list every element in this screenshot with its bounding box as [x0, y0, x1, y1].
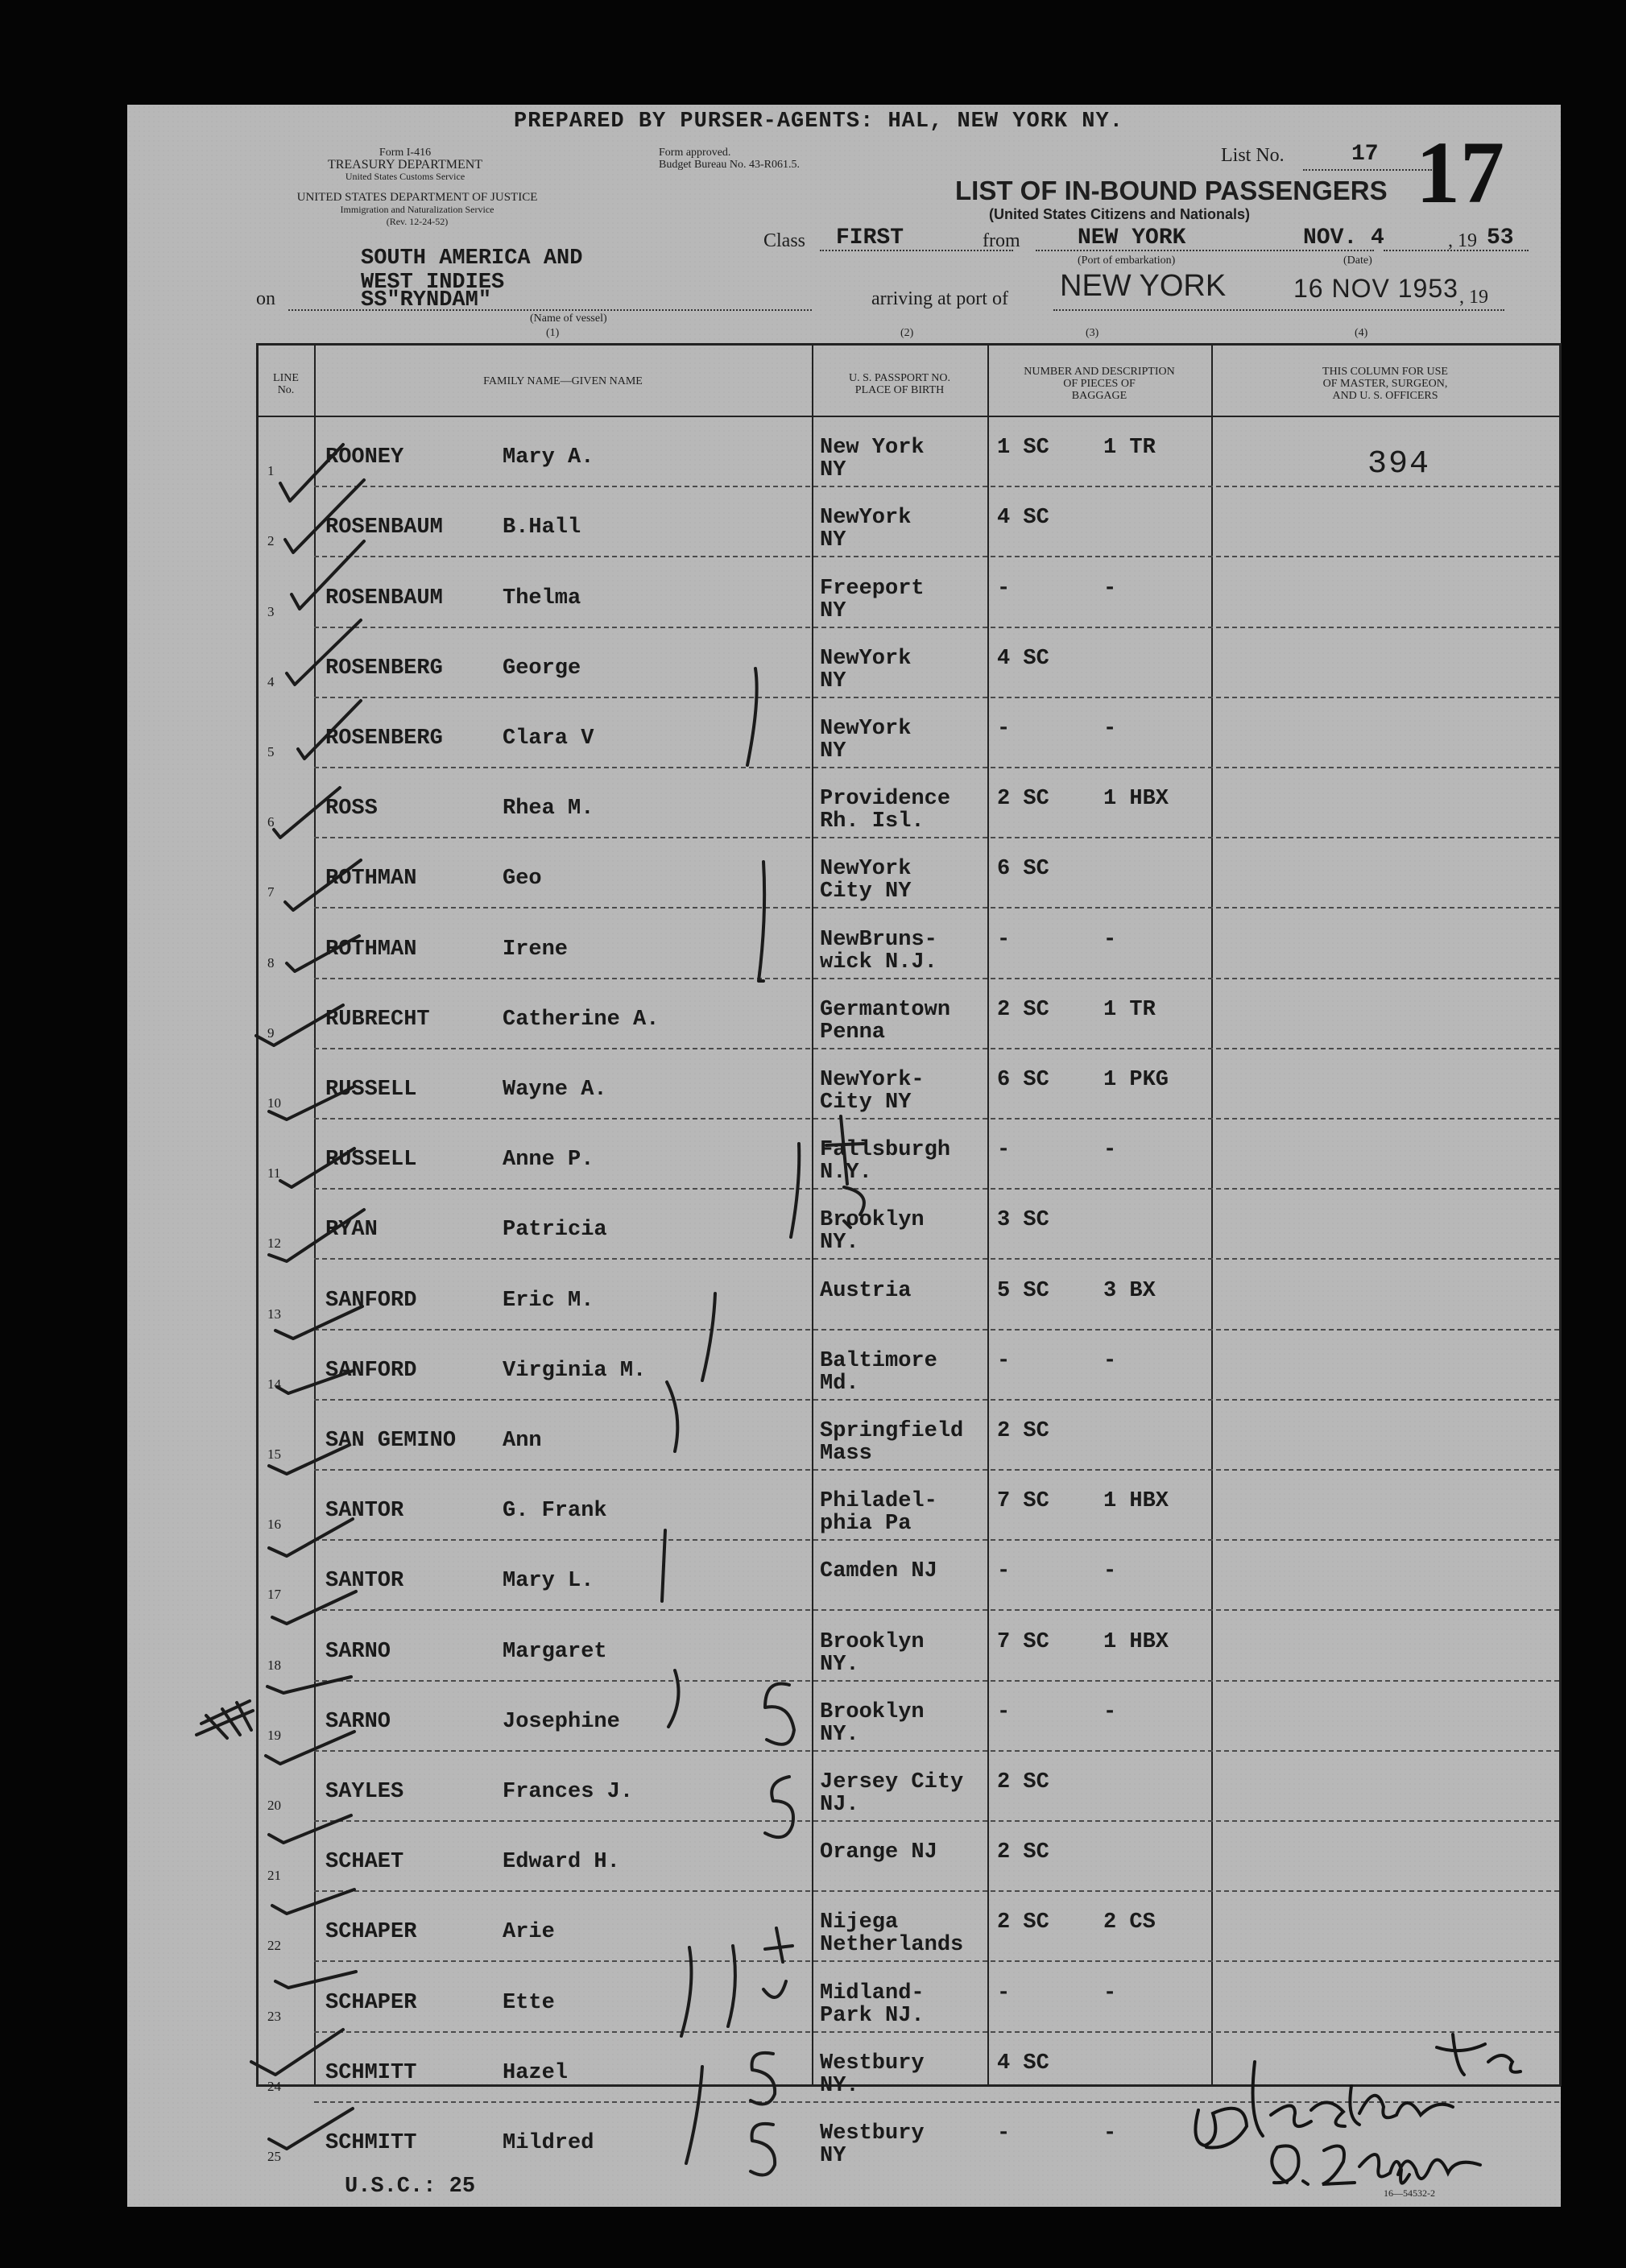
arrival-year-suffix: , 19: [1459, 287, 1488, 308]
check-mark: [280, 1148, 354, 1187]
line-number: 5: [267, 743, 275, 759]
check-mark: [280, 445, 343, 501]
family-name: ROONEY: [325, 445, 404, 470]
arrival-date-stamp: 16 NOV 1953: [1293, 274, 1458, 303]
birth-place-line1: NewYork: [820, 506, 912, 531]
list-no-typed: 17: [1351, 142, 1379, 167]
family-name: SARNO: [325, 1709, 391, 1734]
birth-place-line1: Freeport: [820, 576, 925, 601]
line-number: 14: [267, 1376, 281, 1392]
baggage-other: 1 TR: [1103, 997, 1156, 1022]
birth-place-line1: Philadel-: [820, 1489, 937, 1514]
baggage-other: -: [1103, 1699, 1117, 1724]
birth-place-line1: Westbury: [820, 2051, 925, 2076]
tally-mark: [681, 1947, 691, 2036]
tally-mark: [844, 1187, 864, 1227]
arriving-label: arriving at port of: [871, 288, 1008, 309]
baggage-other: -: [1103, 2121, 1117, 2146]
family-name: ROSENBAUM: [325, 515, 443, 540]
check-mark: [269, 1519, 353, 1556]
check-mark: [269, 1815, 351, 1843]
check-mark: [298, 701, 361, 759]
form-number: Form I-416: [379, 147, 432, 159]
line-number: 8: [267, 954, 275, 971]
given-name: Ette: [503, 1990, 555, 2015]
given-name: Frances J.: [503, 1779, 634, 1804]
check-mark: [269, 1210, 364, 1261]
form-approved: Form approved.: [659, 147, 731, 159]
check-mark: [287, 936, 359, 971]
header-officers-2: OF MASTER, SURGEON,: [1322, 378, 1448, 390]
given-name: Virginia M.: [503, 1358, 647, 1383]
check-mark: [251, 2030, 343, 2075]
scribble-mark: [197, 1701, 253, 1738]
family-name: SARNO: [325, 1639, 391, 1664]
usc-total: U.S.C.: 25: [345, 2175, 476, 2199]
tally-mark: [765, 1684, 794, 1744]
family-name: ROTHMAN: [325, 937, 417, 962]
line-number: 11: [267, 1165, 281, 1182]
header-line-text: LINE: [273, 372, 299, 384]
baggage-count: 6 SC: [997, 1067, 1049, 1092]
tally-mark: [751, 2124, 775, 2175]
birth-place-line1: Germantown: [820, 997, 951, 1022]
birth-place-line1: Camden NJ: [820, 1559, 937, 1584]
baggage-count: 7 SC: [997, 1489, 1049, 1514]
birth-place-line1: Midland-: [820, 1980, 925, 2005]
baggage-count: 6 SC: [997, 857, 1049, 882]
baggage-count: 7 SC: [997, 1629, 1049, 1654]
header-place-of-birth: PLACE OF BIRTH: [854, 384, 945, 396]
class-label: Class: [763, 230, 806, 251]
check-mark: [287, 620, 361, 685]
baggage-other: 3 BX: [1103, 1278, 1156, 1303]
family-name: SCHMITT: [325, 2130, 417, 2155]
line-number: 21: [267, 1868, 281, 1884]
baggage-other: 1 HBX: [1103, 1489, 1169, 1514]
prepared-by-line: PREPARED BY PURSER-AGENTS: HAL, NEW YORK NY.: [514, 110, 1123, 134]
given-name: Hazel: [503, 2060, 569, 2085]
line-number: 6: [267, 814, 275, 830]
birth-place-line2: NY: [820, 739, 846, 764]
tally-mark: [728, 1946, 735, 2026]
birth-place-line2: NY: [820, 528, 846, 553]
baggage-count: 2 SC: [997, 1840, 1049, 1865]
check-mark: [267, 1677, 351, 1693]
baggage-count: 4 SC: [997, 506, 1049, 531]
line-number: 4: [267, 673, 275, 689]
family-name: SANFORD: [325, 1358, 417, 1383]
birth-place-line1: NewYork-: [820, 1067, 925, 1092]
given-name: Anne P.: [503, 1148, 594, 1173]
check-mark: [274, 788, 340, 838]
birth-place-line1: Orange NJ: [820, 1840, 937, 1865]
birth-place-line2: Mass: [820, 1441, 872, 1466]
header-officers-3: AND U. S. OFFICERS: [1332, 390, 1438, 402]
baggage-count: -: [997, 2121, 1011, 2146]
vessel-route-2: WEST INDIES: [361, 271, 505, 295]
header-family-name: FAMILY NAME—GIVEN NAME: [483, 375, 643, 387]
tally-mark: [759, 862, 764, 981]
baggage-count: 5 SC: [997, 1278, 1049, 1303]
baggage-count: 2 SC: [997, 1769, 1049, 1794]
check-mark: [272, 1889, 354, 1914]
given-name: Ann: [503, 1428, 542, 1453]
birth-place-line1: Brooklyn: [820, 1699, 925, 1724]
officer-count-number: 394: [1367, 446, 1431, 482]
manifest-sheet: [127, 105, 1561, 2207]
birth-place-line2: NY: [820, 668, 846, 693]
birth-place-line2: NY: [820, 598, 846, 623]
embarkation-port: NEW YORK: [1078, 226, 1186, 250]
birth-place-line1: NewYork: [820, 716, 912, 741]
baggage-other: 1 TR: [1103, 436, 1156, 461]
given-name: Eric M.: [503, 1288, 594, 1313]
family-name: RUSSELL: [325, 1148, 417, 1173]
family-name: SANTOR: [325, 1569, 404, 1594]
line-number: 12: [267, 1235, 281, 1252]
year-value: 53: [1487, 226, 1514, 250]
given-name: Mildred: [503, 2130, 594, 2155]
given-name: B.Hall: [503, 515, 581, 540]
line-number: 25: [267, 2148, 281, 2164]
ins-label: Immigration and Naturalization Service: [340, 204, 494, 215]
baggage-count: 2 SC: [997, 1418, 1049, 1443]
given-name: Arie: [503, 1920, 555, 1945]
given-name: Thelma: [503, 586, 581, 610]
port-caption: (Port of embarkation): [1078, 255, 1176, 267]
baggage-other: -: [1103, 1559, 1117, 1584]
tally-mark: [747, 668, 757, 765]
baggage-other: -: [1103, 576, 1117, 601]
birth-place-line1: Nijega: [820, 1910, 899, 1935]
line-number: 17: [267, 1587, 281, 1603]
tally-mark: [702, 1293, 715, 1380]
family-name: SAN GEMINO: [325, 1428, 457, 1453]
header-baggage-2: OF PIECES OF: [1063, 378, 1136, 390]
birth-place-line2: NY.: [820, 1231, 859, 1256]
birth-place-line2: wick N.J.: [820, 950, 937, 975]
tally-mark: [662, 1530, 665, 1601]
tally-mark: [763, 1981, 786, 1997]
col-num-1: (1): [546, 327, 560, 339]
baggage-other: -: [1103, 927, 1117, 952]
list-no-label: List No.: [1221, 145, 1285, 166]
baggage-count: 4 SC: [997, 2051, 1049, 2076]
given-name: Rhea M.: [503, 797, 594, 822]
baggage-count: -: [997, 1980, 1011, 2005]
given-name: Mary A.: [503, 445, 594, 470]
line-number: 9: [267, 1024, 275, 1041]
family-name: RYAN: [325, 1218, 378, 1243]
birth-place-line2: Park NJ.: [820, 2003, 925, 2028]
line-number: 23: [267, 2008, 281, 2024]
given-name: Margaret: [503, 1639, 607, 1664]
birth-place-line2: NJ.: [820, 1792, 859, 1817]
birth-place-line2: Netherlands: [820, 1933, 964, 1958]
birth-place-line2: NY.: [820, 1652, 859, 1677]
form-print-code: 16—54532-2: [1384, 2187, 1435, 2199]
baggage-other: -: [1103, 1980, 1117, 2005]
birth-place-line1: Westbury: [820, 2121, 925, 2146]
check-mark: [285, 860, 361, 910]
header-passport-no: U. S. PASSPORT NO.: [849, 372, 950, 384]
year-prefix: , 19: [1448, 230, 1477, 251]
vessel-name: SS"RYNDAM": [361, 288, 492, 312]
arrival-port: NEW YORK: [1060, 269, 1227, 303]
handwritten-marks: [127, 105, 1561, 2207]
birth-place-line1: Fallsburgh: [820, 1138, 951, 1163]
given-name: George: [503, 656, 581, 681]
birth-place-line1: Austria: [820, 1278, 912, 1303]
birth-place-line2: Md.: [820, 1371, 859, 1396]
family-name: SANFORD: [325, 1288, 417, 1313]
birth-place-line1: Brooklyn: [820, 1629, 925, 1654]
birth-place-line2: NY: [820, 458, 846, 483]
tally-mark: [826, 1116, 863, 1184]
birth-place-line2: Rh. Isl.: [820, 809, 925, 834]
form-title: LIST OF IN-BOUND PASSENGERS: [955, 176, 1388, 205]
line-number: 10: [267, 1095, 281, 1111]
check-mark: [256, 1005, 343, 1045]
header-officers-1: THIS COLUMN FOR USE: [1322, 366, 1448, 378]
given-name: Josephine: [503, 1709, 620, 1734]
line-number: 18: [267, 1657, 281, 1673]
baggage-count: -: [997, 716, 1011, 741]
tally-mark: [668, 1670, 679, 1727]
from-label: from: [983, 230, 1020, 251]
family-name: SAYLES: [325, 1779, 404, 1804]
check-mark: [272, 1591, 356, 1624]
given-name: G. Frank: [503, 1499, 607, 1524]
line-number: 15: [267, 1446, 281, 1462]
list-no-stamp: 17: [1416, 123, 1504, 221]
family-name: ROTHMAN: [325, 867, 417, 892]
given-name: Mary L.: [503, 1569, 594, 1594]
header-no-text: No.: [277, 384, 295, 396]
baggage-count: 2 SC: [997, 787, 1049, 812]
birth-place-line1: Baltimore: [820, 1348, 937, 1373]
baggage-count: -: [997, 1559, 1011, 1584]
given-name: Geo: [503, 867, 542, 892]
given-name: Patricia: [503, 1218, 607, 1243]
baggage-other: -: [1103, 716, 1117, 741]
family-name: ROSENBERG: [325, 726, 443, 751]
budget-bureau: Budget Bureau No. 43-R061.5.: [659, 159, 800, 171]
family-name: ROSS: [325, 797, 378, 822]
family-name: SCHAET: [325, 1850, 404, 1875]
vessel-caption: (Name of vessel): [530, 312, 607, 325]
vessel-route-1: SOUTH AMERICA AND: [361, 246, 583, 271]
birth-place-line2: N.Y.: [820, 1161, 872, 1186]
line-number: 2: [267, 533, 275, 549]
birth-place-line2: City NY: [820, 879, 912, 904]
birth-place-line1: Springfield: [820, 1418, 964, 1443]
baggage-count: -: [997, 1348, 1011, 1373]
baggage-other: -: [1103, 1348, 1117, 1373]
baggage-count: -: [997, 1138, 1011, 1163]
check-mark: [269, 1087, 353, 1120]
col-num-4: (4): [1355, 327, 1368, 339]
class-value: FIRST: [836, 226, 904, 250]
baggage-other: 1 PKG: [1103, 1067, 1169, 1092]
check-mark: [275, 1972, 356, 1988]
given-name: Clara V: [503, 726, 594, 751]
line-number: 20: [267, 1797, 281, 1813]
treasury-label: TREASURY DEPARTMENT: [327, 158, 483, 172]
line-number: 22: [267, 1938, 281, 1954]
family-name: RUSSELL: [325, 1077, 417, 1102]
baggage-count: 2 SC: [997, 997, 1049, 1022]
tally-mark: [765, 1777, 793, 1837]
check-mark: [269, 2109, 353, 2149]
check-mark: [292, 541, 364, 609]
col-num-3: (3): [1086, 327, 1099, 339]
embark-date: NOV. 4: [1303, 226, 1384, 250]
check-mark: [285, 480, 364, 553]
baggage-count: 2 SC: [997, 1910, 1049, 1935]
given-name: Catherine A.: [503, 1007, 660, 1032]
header-baggage-3: BAGGAGE: [1071, 390, 1127, 402]
tally-mark: [686, 2067, 702, 2163]
birth-place-line2: City NY: [820, 1090, 912, 1115]
family-name: ROSENBAUM: [325, 586, 443, 610]
check-mark: [266, 1732, 354, 1764]
family-name: ROSENBERG: [325, 656, 443, 681]
customs-label: United States Customs Service: [345, 171, 465, 182]
baggage-other: 1 HBX: [1103, 787, 1169, 812]
birth-place-line1: Jersey City: [820, 1769, 964, 1794]
birth-place-line1: NewYork: [820, 646, 912, 671]
family-name: SCHAPER: [325, 1920, 417, 1945]
line-number: 13: [267, 1306, 281, 1322]
tally-mark: [667, 1382, 677, 1451]
col-num-2: (2): [900, 327, 914, 339]
baggage-count: 4 SC: [997, 646, 1049, 671]
header-baggage-1: NUMBER AND DESCRIPTION: [1024, 366, 1175, 378]
birth-place-line2: NY: [820, 2143, 846, 2168]
birth-place-line1: Providence: [820, 787, 951, 812]
baggage-count: -: [997, 576, 1011, 601]
baggage-count: -: [997, 1699, 1011, 1724]
family-name: SCHAPER: [325, 1990, 417, 2015]
birth-place-line2: phia Pa: [820, 1512, 912, 1537]
date-caption: (Date): [1343, 255, 1372, 267]
line-number: 7: [267, 884, 275, 900]
birth-place-line1: NewBruns-: [820, 927, 937, 952]
baggage-other: 1 HBX: [1103, 1629, 1169, 1654]
rev-label: (Rev. 12-24-52): [386, 216, 449, 227]
check-mark: [275, 1306, 362, 1339]
birth-place-line2: NY.: [820, 1722, 859, 1747]
line-number: 19: [267, 1727, 281, 1743]
line-number: 24: [267, 2078, 281, 2094]
form-subtitle: (United States Citizens and Nationals): [989, 206, 1251, 222]
given-name: Edward H.: [503, 1850, 620, 1875]
baggage-count: -: [997, 927, 1011, 952]
inspector-signature: [1195, 2034, 1520, 2184]
on-label: on: [256, 288, 275, 309]
baggage-other: 2 CS: [1103, 1910, 1156, 1935]
family-name: RUBRECHT: [325, 1007, 430, 1032]
birth-place-line1: New York: [820, 436, 925, 461]
baggage-count: 1 SC: [997, 436, 1049, 461]
check-mark: [269, 1445, 350, 1474]
line-number: 1: [267, 463, 275, 479]
family-name: SANTOR: [325, 1499, 404, 1524]
line-number: 3: [267, 603, 275, 619]
baggage-other: -: [1103, 1138, 1117, 1163]
given-name: Wayne A.: [503, 1077, 607, 1102]
birth-place-line2: NY.: [820, 2073, 859, 2098]
check-mark: [277, 1371, 353, 1393]
tally-mark: [765, 1928, 792, 1962]
baggage-count: 3 SC: [997, 1208, 1049, 1233]
birth-place-line2: Penna: [820, 1020, 886, 1045]
tally-mark: [751, 2053, 775, 2105]
given-name: Irene: [503, 937, 569, 962]
family-name: SCHMITT: [325, 2060, 417, 2085]
birth-place-line1: NewYork: [820, 857, 912, 882]
tally-mark: [791, 1144, 799, 1237]
birth-place-line1: Brooklyn: [820, 1208, 925, 1233]
justice-label: UNITED STATES DEPARTMENT OF JUSTICE: [296, 191, 538, 204]
line-number: 16: [267, 1517, 281, 1533]
